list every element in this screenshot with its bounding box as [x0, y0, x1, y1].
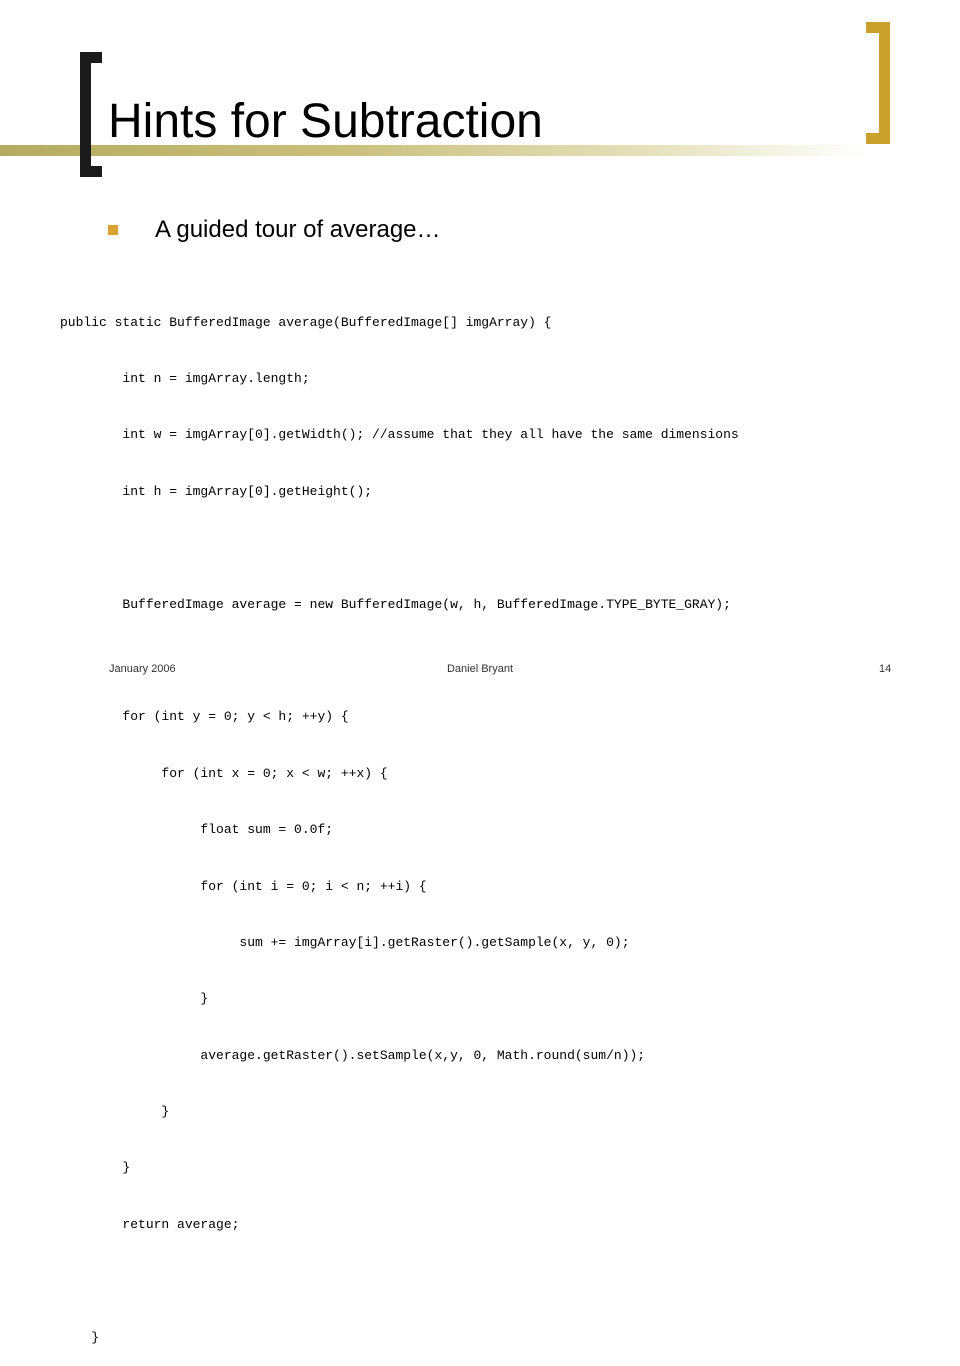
- bullet-text: A guided tour of average…: [155, 216, 441, 243]
- code-line: int n = imgArray.length;: [60, 370, 310, 386]
- slide-title: Hints for Subtraction: [108, 95, 543, 148]
- code-line: for (int x = 0; x < w; ++x) {: [60, 765, 388, 781]
- left-bracket-vertical: [80, 52, 91, 177]
- footer-page-number: 14: [879, 663, 892, 675]
- code-line: [60, 1272, 739, 1291]
- left-bracket-top: [80, 52, 102, 63]
- code-line: float sum = 0.0f;: [60, 822, 334, 838]
- code-line: int w = imgArray[0].getWidth(); //assume that they all have the same dimensions: [60, 427, 739, 443]
- right-bracket-top: [866, 22, 890, 33]
- code-line: BufferedImage average = new BufferedImage(w, h, BufferedImage.TYPE_BYTE_GRAY);: [60, 596, 731, 612]
- code-line: [60, 539, 739, 558]
- code-block: [60, 276, 739, 1366]
- code-line: for (int i = 0; i < n; ++i) {: [60, 878, 427, 894]
- code-line: public static BufferedImage average(BufferedImage[] imgArray) {: [60, 314, 552, 330]
- code-line: return average;: [60, 1216, 240, 1232]
- code-line: for (int y = 0; y < h; ++y) {: [60, 709, 349, 725]
- code-line: average.getRaster().setSample(x,y, 0, Math.round(sum/n));: [60, 1047, 646, 1063]
- code-line: }: [60, 1329, 100, 1345]
- code-line: int h = imgArray[0].getHeight();: [60, 483, 373, 499]
- code-line: }: [60, 1160, 131, 1176]
- code-line: sum += imgArray[i].getRaster().getSample(x, y, 0);: [60, 934, 630, 950]
- right-bracket-vertical: [879, 22, 890, 144]
- right-bracket-bottom: [866, 133, 890, 144]
- footer-date: January 2006: [109, 663, 176, 675]
- left-bracket-bottom: [80, 166, 102, 177]
- code-line: }: [60, 991, 209, 1007]
- footer-author: Daniel Bryant: [446, 663, 514, 675]
- code-line: }: [60, 1104, 170, 1120]
- bullet-square-icon: [108, 225, 118, 235]
